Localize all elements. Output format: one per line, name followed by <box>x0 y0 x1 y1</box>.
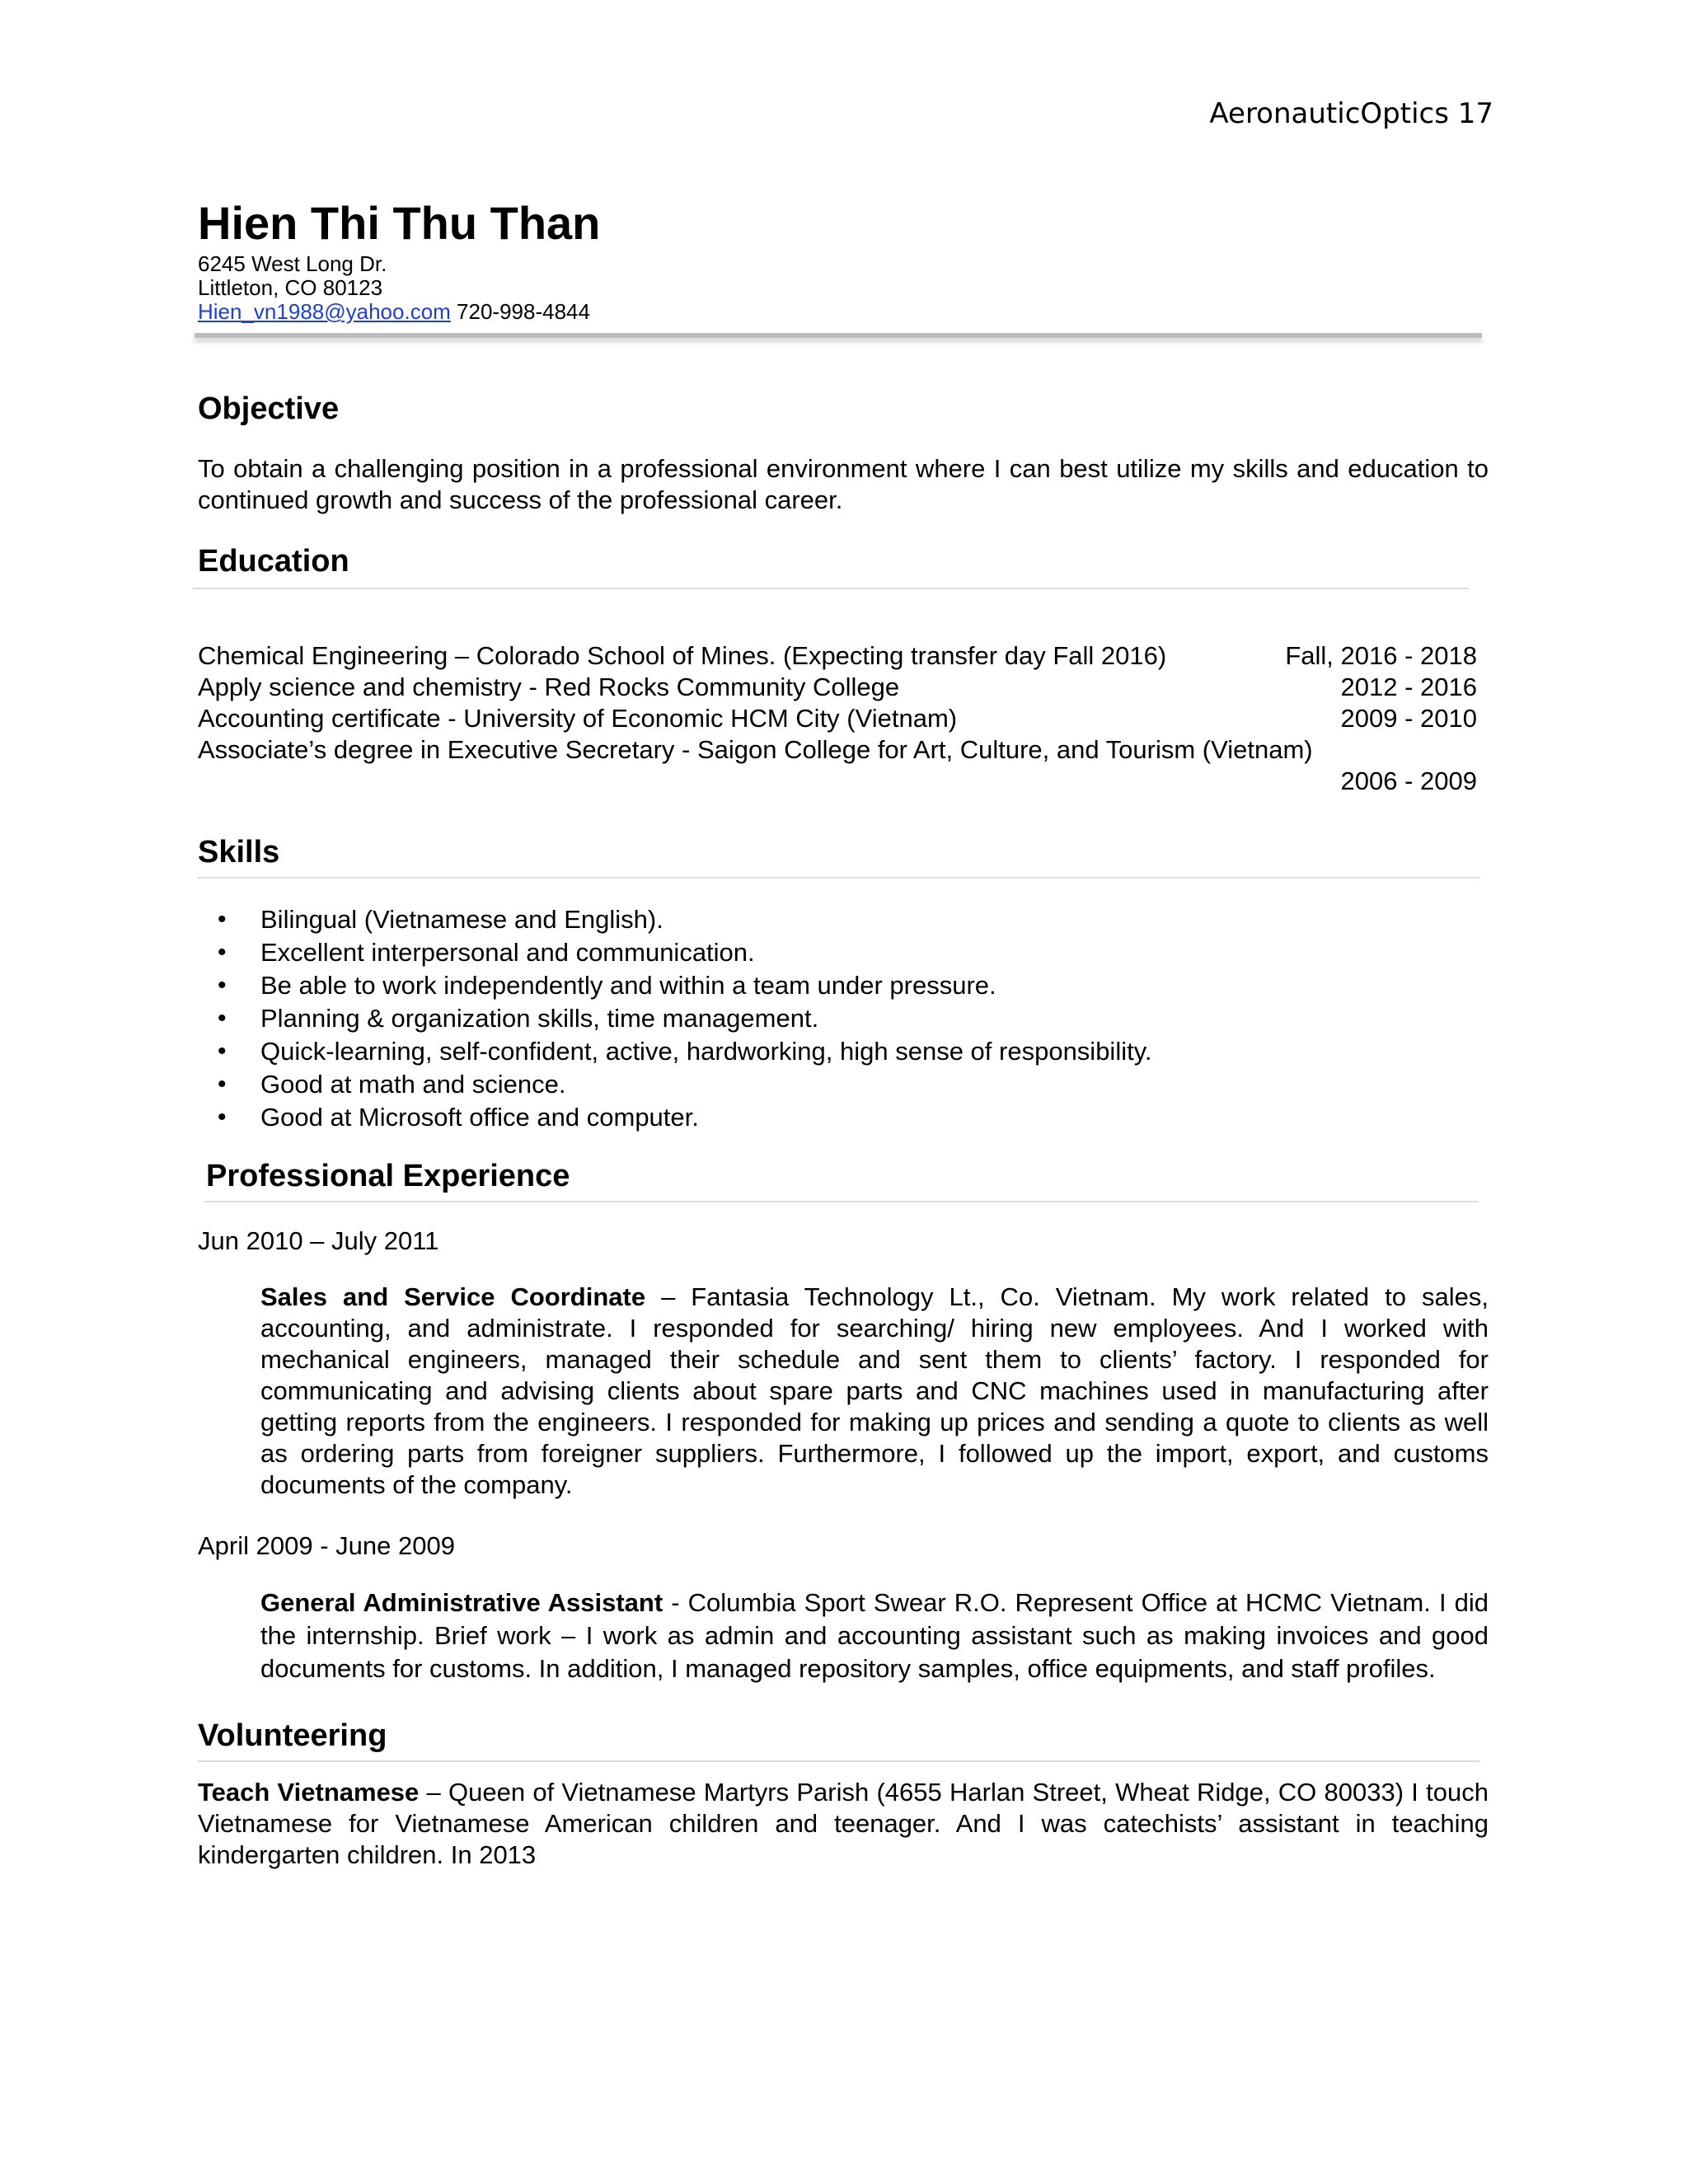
job-dates: April 2009 - June 2009 <box>198 1531 455 1560</box>
job-role: Sales and Service Coordinate <box>260 1282 646 1311</box>
job-entry <box>198 1282 1489 1501</box>
education-entry <box>198 640 1477 672</box>
skill-item: • Good at math and science. <box>198 1068 1489 1101</box>
contact-line <box>198 300 1489 324</box>
job-role: General Administrative Assistant <box>260 1588 663 1617</box>
resume-content <box>198 194 1489 1871</box>
education-entry-text: Apply science and chemistry - Red Rocks Community College <box>198 673 900 701</box>
skills-rule <box>198 877 1480 879</box>
job-entry <box>198 1586 1489 1685</box>
skills-heading: Skills <box>198 835 280 869</box>
phone-number: 720-998-4844 <box>457 299 590 324</box>
education-entry-text: Accounting certificate - University of Economic HCM City (Vietnam) <box>198 704 958 733</box>
education-entry-years: 2009 - 2010 <box>1340 704 1477 733</box>
education-entry-years: Fall, 2016 - 2018 <box>1285 641 1477 670</box>
running-head: AeronauticOptics 17 <box>1209 97 1493 130</box>
skill-item: • Bilingual (Vietnamese and English). <box>198 903 1489 936</box>
experience-heading: Professional Experience <box>206 1159 570 1193</box>
skill-item: • Excellent interpersonal and communication. <box>198 936 1489 969</box>
job-description: – Fantasia Technology Lt., Co. Vietnam. My work related to sales, accounting, and administrate. I responded for searching/ hiring new employees. And I worked with mechanical engineers, managed their schedule and sent them to clients’ factory. I responded for communicating and advising clients about spare parts and CNC machines used in manufacturing after getting reports from the engineers. I responded for making up prices and sending a quote to clients as well as ordering parts from foreigner suppliers. Furthermore, I followed up the import, export, and customs documents of the company. <box>260 1282 1489 1499</box>
job-dates: Jun 2010 – July 2011 <box>198 1226 439 1255</box>
volunteering-entry <box>198 1777 1489 1871</box>
objective-heading: Objective <box>198 391 340 426</box>
volunteering-role: Teach Vietnamese <box>198 1778 420 1807</box>
education-rule <box>193 588 1469 589</box>
education-heading: Education <box>198 544 349 579</box>
skill-item: • Planning & organization skills, time management. <box>198 1002 1489 1035</box>
address-line-1: 6245 West Long Dr. <box>198 251 387 276</box>
volunteering-heading: Volunteering <box>198 1718 387 1753</box>
email-link[interactable]: Hien_vn1988@yahoo.com <box>198 299 451 324</box>
volunteering-rule <box>198 1760 1480 1762</box>
education-entry-text: Chemical Engineering – Colorado School of Mines. (Expecting transfer day Fall 2016) <box>198 641 1167 670</box>
education-entry-years: 2006 - 2009 <box>1340 766 1477 795</box>
education-entry <box>198 672 1477 703</box>
skill-item: • Good at Microsoft office and computer. <box>198 1101 1489 1134</box>
education-entry <box>198 703 1477 734</box>
experience-rule <box>204 1201 1479 1202</box>
skills-list <box>198 903 1489 1134</box>
applicant-name: Hien Thi Thu Than <box>198 197 601 249</box>
objective-text: To obtain a challenging position in a professional environment where I can best utilize my skills and education to continued growth and success of the professional career. <box>198 454 1489 514</box>
education-entry-years: 2012 - 2016 <box>1340 673 1477 701</box>
volunteering-description: – Queen of Vietnamese Martyrs Parish (4655 Harlan Street, Wheat Ridge, CO 80033) I touch Vietnamese for Vietnamese American children and teenager. And I was catechists’ assistant in teaching kindergarten children. In 2013 <box>198 1778 1489 1869</box>
education-list <box>198 640 1489 797</box>
education-entry-text: Associate’s degree in Executive Secretary - Saigon College for Art, Culture, and Tourism (Vietnam) <box>198 735 1313 764</box>
address-line-2: Littleton, CO 80123 <box>198 275 383 300</box>
skill-item: • Quick-learning, self-confident, active, hardworking, high sense of responsibility. <box>198 1035 1489 1068</box>
job-description: - Columbia Sport Swear R.O. Represent Office at HCMC Vietnam. I did the internship. Brief work – I work as admin and accounting assistant such as making invoices and good documents for customs. In addition, I managed repository samples, office equipments, and staff profiles. <box>260 1588 1489 1683</box>
skill-item: • Be able to work independently and within a team under pressure. <box>198 969 1489 1002</box>
header-separator <box>195 333 1482 338</box>
